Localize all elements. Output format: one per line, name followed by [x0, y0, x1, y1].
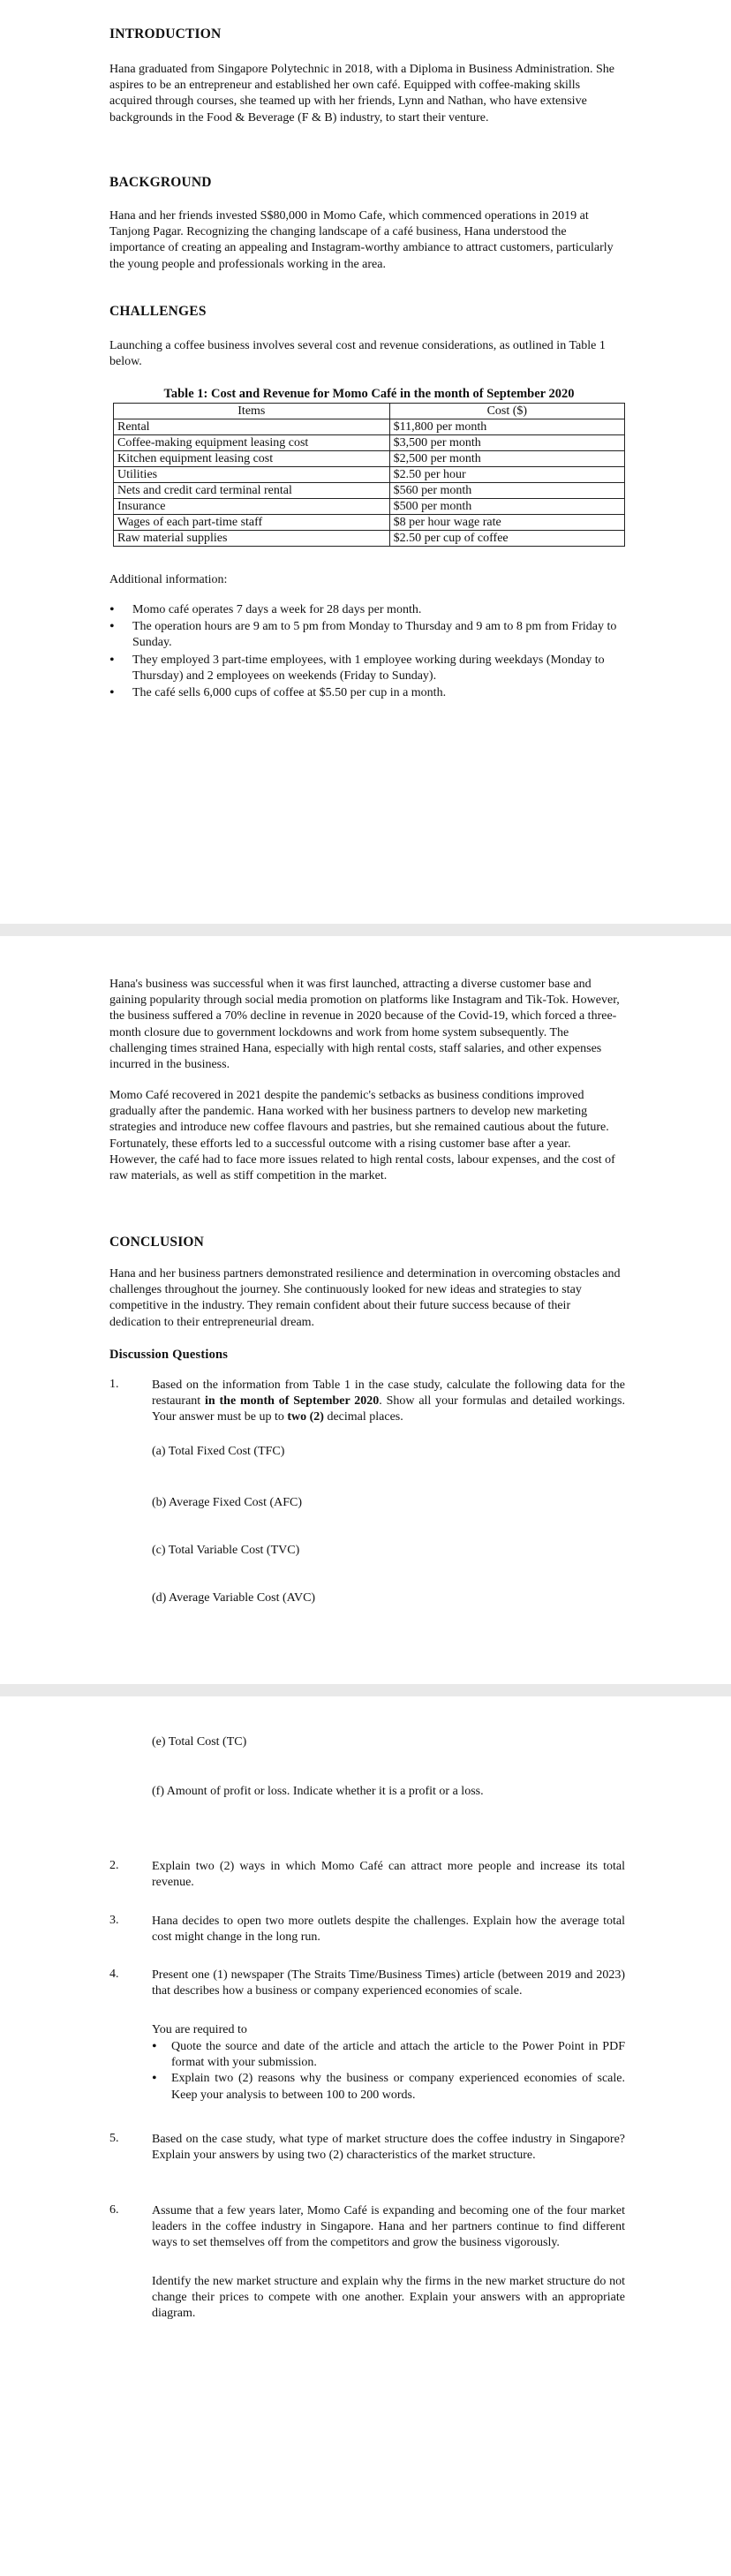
question-1-text-b: . Show all your formulas and detailed workings. Your answer must be up to	[152, 1394, 625, 1424]
question-1-bold-decimals: two (2)	[287, 1410, 324, 1424]
question-1f: (f) Amount of profit or loss. Indicate whether it is a profit or a loss.	[152, 1785, 484, 1798]
introduction-text: Hana graduated from Singapore Polytechnic in 2018, with a Diploma in Business Administration. She aspires to be an entrepreneur and established her own café. Equipped with coffee-making skills acquired through courses, she teamed up with her friends, Lynn and Nathan, who have extensive backgrounds in the Food & Beverage (F & B) industry, to start their venture.	[109, 63, 614, 125]
table-row	[114, 451, 625, 467]
question-4-bullets	[152, 2039, 625, 2104]
table-row	[114, 531, 625, 547]
question-4-required: You are required to	[152, 2023, 247, 2036]
list-item: • They employed 3 part-time employees, with 1 employee working during weekdays (Monday to Thursday) and 2 employees on weekends (Friday to Sunday).	[109, 653, 639, 684]
introduction-heading: INTRODUCTION	[109, 26, 222, 42]
table-cell-cost: $2.50 per cup of coffee	[389, 531, 624, 547]
question-3-text: Hana decides to open two more outlets despite the challenges. Explain how the average total cost might change in the long run.	[152, 1915, 625, 1945]
conclusion-heading: CONCLUSION	[109, 1235, 205, 1250]
list-item: • Momo café operates 7 days a week for 28 days per month.	[109, 602, 639, 618]
table-cell-item: Rental	[114, 419, 390, 435]
table-cell-item: Nets and credit card terminal rental	[114, 483, 390, 499]
question-number: 4.	[109, 1968, 119, 1981]
question-2-text: Explain two (2) ways in which Momo Café can attract more people and increase its total revenue.	[152, 1860, 625, 1890]
table-cell-cost: $500 per month	[389, 499, 624, 515]
question-number: 2.	[109, 1859, 119, 1872]
background-heading: BACKGROUND	[109, 175, 212, 190]
additional-info-list	[109, 602, 639, 702]
table-cell-item: Wages of each part-time staff	[114, 515, 390, 531]
document-page-2	[0, 936, 731, 1684]
table-cell-item: Kitchen equipment leasing cost	[114, 451, 390, 467]
table-cell-cost: $11,800 per month	[389, 419, 624, 435]
question-1d: (d) Average Variable Cost (AVC)	[152, 1591, 316, 1605]
question-1c: (c) Total Variable Cost (TVC)	[152, 1544, 300, 1557]
question-number: 3.	[109, 1914, 119, 1927]
document-page-3	[0, 1696, 731, 2576]
table-row	[114, 483, 625, 499]
question-number: 6.	[109, 2203, 119, 2217]
conclusion-text: Hana and her business partners demonstrated resilience and determination in overcoming obstacles and challenges throughout the journey. She continuously looked for new ideas and strategies to stay competitive in the industry. They remain confident about their future success because of their dedication to their entrepreneurial dream.	[109, 1267, 621, 1329]
document-page-1	[0, 0, 731, 924]
challenges-heading: CHALLENGES	[109, 304, 207, 319]
challenges-text: Launching a coffee business involves several cost and revenue considerations, as outlined in Table 1 below.	[109, 339, 606, 369]
table-cell-cost: $2.50 per hour	[389, 467, 624, 483]
question-1-text-c: decimal places.	[323, 1410, 403, 1424]
background-text: Hana and her friends invested S$80,000 in Momo Cafe, which commenced operations in 2019 at Tanjong Pagar. Recognizing the changing landscape of a café business, Hana understood the importance of creating an appealing and Instagram-worthy ambiance to attract customers, particularly the young people and professionals working in the area.	[109, 209, 614, 271]
table-header-row	[114, 404, 625, 419]
list-item: • Quote the source and date of the article and attach the article to the Power Point in PDF format with your submission.	[152, 2039, 625, 2071]
question-1-bold-period: in the month of September 2020	[205, 1394, 380, 1409]
table-cell-item: Insurance	[114, 499, 390, 515]
table-cell-cost: $3,500 per month	[389, 435, 624, 451]
table-cell-cost: $8 per hour wage rate	[389, 515, 624, 531]
table-header-items: Items	[114, 404, 390, 419]
cost-revenue-table	[113, 403, 625, 547]
additional-info-label: Additional information:	[109, 573, 228, 586]
question-1e: (e) Total Cost (TC)	[152, 1735, 247, 1749]
question-1b: (b) Average Fixed Cost (AFC)	[152, 1496, 303, 1509]
question-number: 5.	[109, 2132, 119, 2145]
question-6-extra: Identify the new market structure and explain why the firms in the new market structure do not change their prices to compete with one another. Explain your answers with an appropriate diagram.	[152, 2275, 625, 2321]
question-number: 1.	[109, 1378, 119, 1391]
list-item: • Explain two (2) reasons why the business or company experienced economies of scale. Keep your analysis to between 100 to 200 words.	[152, 2071, 625, 2103]
table-row	[114, 515, 625, 531]
table-cell-cost: $2,500 per month	[389, 451, 624, 467]
list-item: • The operation hours are 9 am to 5 pm from Monday to Thursday and 9 am to 8 pm from Friday to Sunday.	[109, 619, 639, 651]
recovery-para-2: Momo Café recovered in 2021 despite the pandemic's setbacks as business conditions improved gradually after the pandemic. Hana worked with her business partners to develop new marketing strategies and introduce new coffee flavours and pastries, but she remained cautious about the future. Fortunately, these efforts led to a successful outcome with a rising customer base after a year. However, the café had to face more issues related to high rental costs, labour expenses, and the cost of raw materials, as well as stiff competition in the market.	[109, 1089, 615, 1183]
table-cell-cost: $560 per month	[389, 483, 624, 499]
table-row	[114, 499, 625, 515]
table-cell-item: Utilities	[114, 467, 390, 483]
question-4-text: Present one (1) newspaper (The Straits Time/Business Times) article (between 2019 and 2023) that describes how a business or company experienced economies of scale.	[152, 1968, 625, 1998]
table-cell-item: Coffee-making equipment leasing cost	[114, 435, 390, 451]
recovery-para-1: Hana's business was successful when it was first launched, attracting a diverse customer base and gaining popularity through social media promotion on platforms like Instagram and Tik-Tok. However, the business suffered a 70% decline in revenue in 2020 because of the Covid-19, which forced a three-month closure due to government lockdowns and work from home system subsequently. The challenging times strained Hana, especially with high rental costs, staff salaries, and other expenses incurred in the business.	[109, 978, 620, 1072]
question-5-text: Based on the case study, what type of market structure does the coffee industry in Singapore? Explain your answers by using two (2) characteristics of the market structure.	[152, 2133, 625, 2163]
question-1-text-a: Based on the information from Table 1 in the case study, calculate the following data for the restaurant	[152, 1379, 625, 1409]
list-item: • The café sells 6,000 cups of coffee at $5.50 per cup in a month.	[109, 685, 639, 701]
discussion-questions-heading: Discussion Questions	[109, 1348, 229, 1362]
table-row	[114, 467, 625, 483]
question-6-text: Assume that a few years later, Momo Café is expanding and becoming one of the four market leaders in the coffee industry in Singapore. Hana and her partners continue to find different ways to set themselves off from the competitors and grow the business vigorously.	[152, 2204, 625, 2250]
table-row	[114, 419, 625, 435]
question-1a: (a) Total Fixed Cost (TFC)	[152, 1445, 285, 1458]
table-caption: Table 1: Cost and Revenue for Momo Café in the month of September 2020	[163, 387, 575, 401]
table-header-cost: Cost ($)	[389, 404, 624, 419]
table-row	[114, 435, 625, 451]
table-cell-item: Raw material supplies	[114, 531, 390, 547]
question-1-text	[152, 1378, 625, 1426]
